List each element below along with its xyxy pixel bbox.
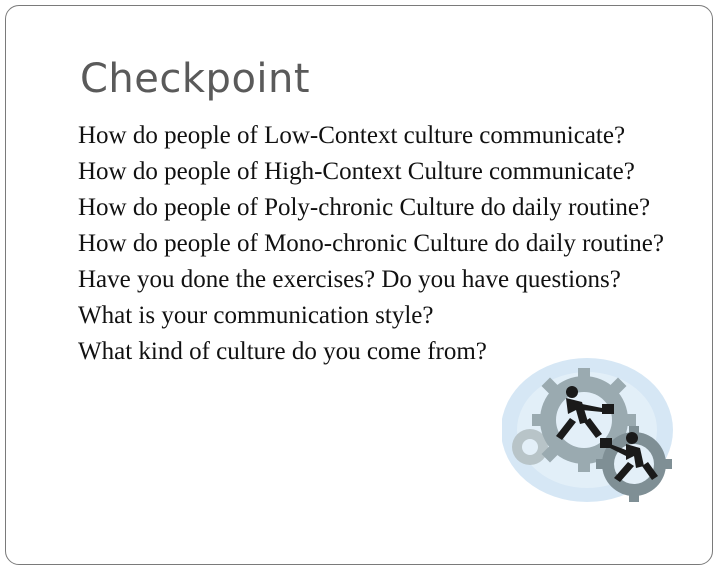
bullet-item: How do people of Low-Context culture communicate? [78, 122, 626, 149]
bullet-item: How do people of High-Context Culture communicate? [78, 158, 635, 185]
bullet-item: What is your communication style? [78, 302, 434, 329]
bullet-item: Have you done the exercises? Do you have questions? [78, 266, 621, 293]
bullet-item: How do people of Mono-chronic Culture do daily routine? [78, 230, 664, 257]
bullet-item: How do people of Poly-chronic Culture do daily routine? [78, 194, 651, 221]
slide-title: Checkpoint [80, 56, 311, 102]
businessmen-running-gears-icon [502, 352, 677, 507]
bullet-list [78, 118, 678, 370]
bullet-item: What kind of culture do you come from? [78, 338, 487, 365]
